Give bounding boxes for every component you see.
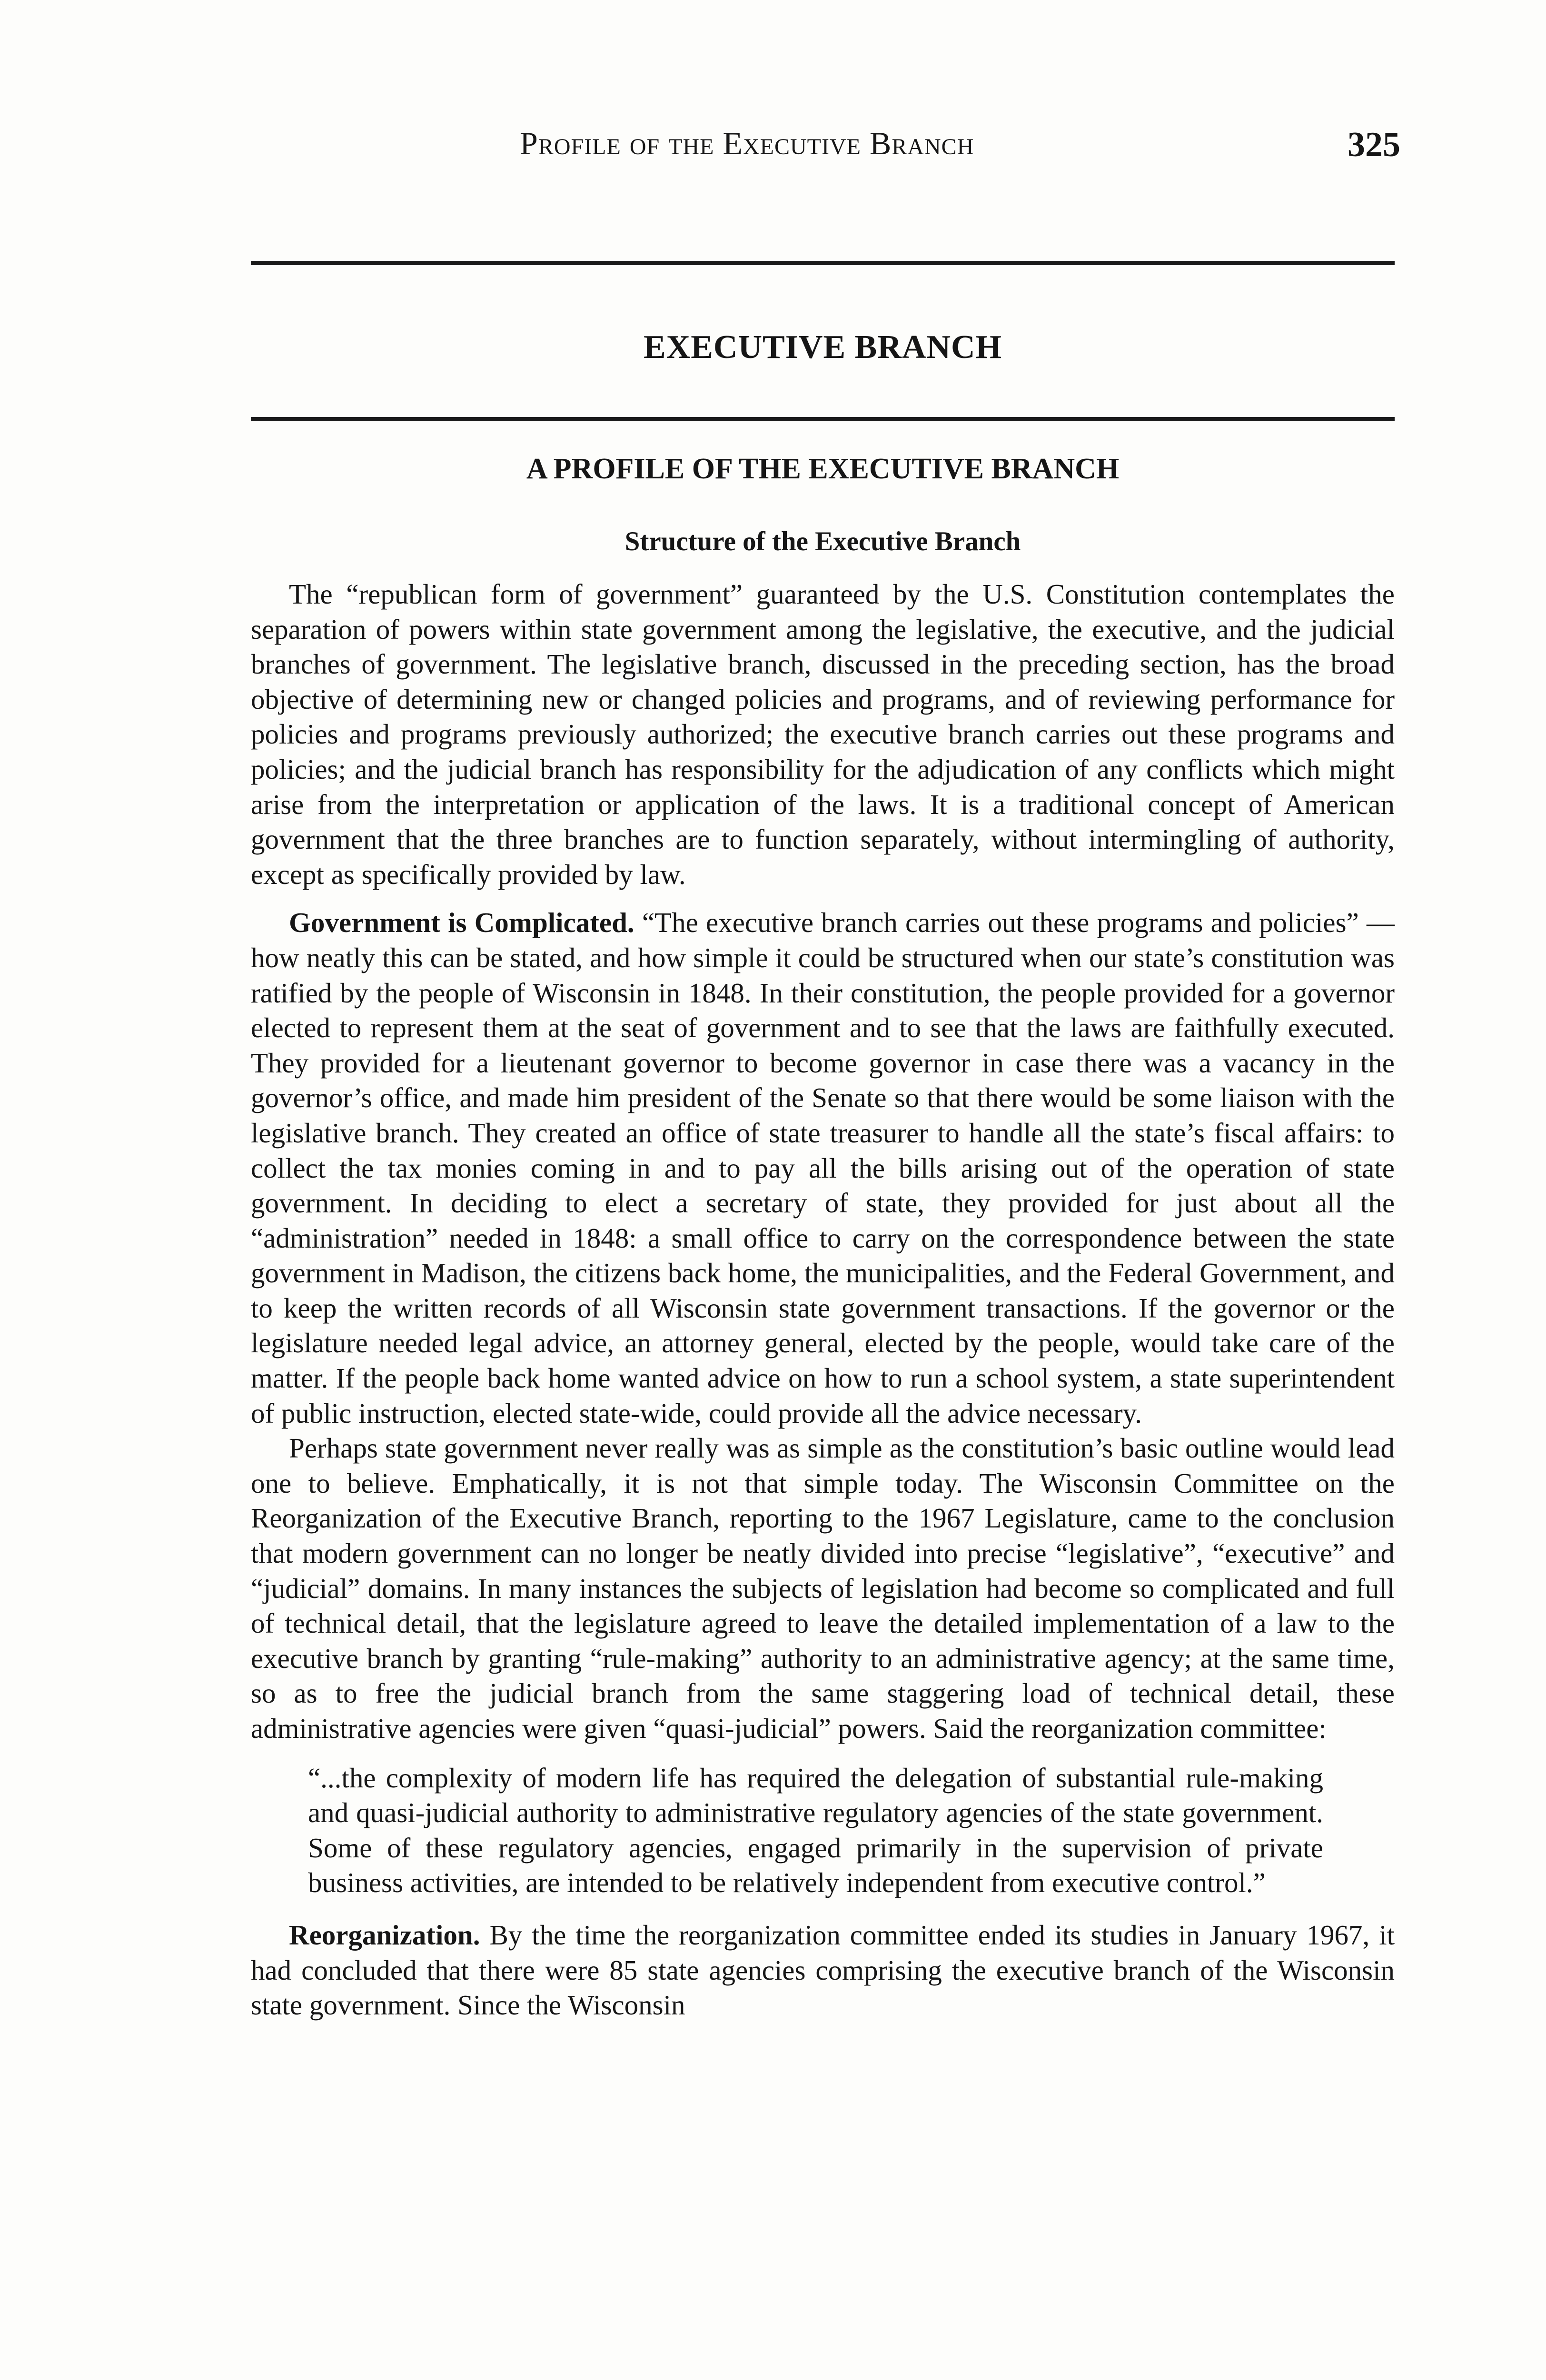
page-number: 325 [1348,125,1400,164]
paragraph-reorganization [251,1918,1395,2023]
running-head: Profile of the Executive Branch [520,125,974,161]
top-rule [251,261,1395,265]
paragraph-perhaps [251,1431,1395,1746]
paragraph-text: Perhaps state government never really was as simple as the constitution’s basic outline would lead one to believe. Emphatically, it is not that simple today. The Wisconsin Committee on the Reorganization of the Executive Branch, reporting to the 1967 Legislature, came to the conclusion that modern government can no longer be neatly divided into precise “legislative”, “executive” and “judicial” domains. In many instances the subjects of legislation had become so complicated and full of technical detail, that the legislature agreed to leave the detailed implementation of a law to the executive branch by granting “rule-making” authority to an administrative agency; at the same time, so as to free the judicial branch from the same staggering load of technical detail, these administrative agencies were given “quasi-judicial” powers. Said the reorganization committee: [251,1432,1395,1744]
section-rule [251,417,1395,421]
paragraph-text: By the time the reorganization committee ended its studies in January 1967, it had concluded that there were 85 state agencies comprising the executive branch of the Wisconsin state government. Since the Wisconsin [251,1919,1395,2021]
body-text [251,577,1395,2023]
section-title: EXECUTIVE BRANCH [643,329,1002,366]
subsection-title: Structure of the Executive Branch [624,526,1021,556]
paragraph-text: The “republican form of government” guaranteed by the U.S. Constitution contemplates the separation of powers within state government among the legislative, the executive, and the judicial branches of government. The legislative branch, discussed in the preceding section, has the broad objective of determining new or changed policies and programs, and of reviewing performance for policies and programs previously authorized; the executive branch carries out these programs and policies; and the judicial branch has responsibility for the adjudication of any conflicts which might arise from the interpretation or application of the laws. It is a traditional concept of American government that the three branches are to function separately, without intermingling of authority, except as specifically provided by law. [251,578,1395,890]
page-header [520,125,1400,172]
paragraph-lead-in: Government is Complicated. [289,907,634,939]
article-title: A PROFILE OF THE EXECUTIVE BRANCH [526,453,1120,485]
committee-quote: “...the complexity of modern life has required the delegation of substantial rule-making and quasi-judicial authority to administrative regulatory agencies of the state government. Some of these regulatory agencies, engaged primarily in the supervision of private business activities, are intended to be relatively independent from executive control.” [308,1762,1323,1899]
paragraph-lead-in: Reorganization. [289,1919,480,1951]
paragraph-text: “The executive branch carries out these programs and policies” — how neatly this can be stated, and how simple it could be structured when our state’s constitution was ratified by the people of Wisconsin in 1848. In their constitution, the people provided for a governor elected to represent them at the seat of government and to see that the laws are faithfully executed. They provided for a lieutenant governor to become governor in case there was a vacancy in the governor’s office, and made him president of the Senate so that there would be some liaison with the legislative branch. They created an office of state treasurer to handle all the state’s fiscal affairs: to collect the tax monies coming in and to pay all the bills arising out of the operation of state government. In deciding to elect a secretary of state, they provided for just about all the “administration” needed in 1848: a small office to carry on the correspondence between the state government in Madison, the citizens back home, the municipalities, and the Federal Government, and to keep the written records of all Wisconsin state government transactions. If the governor or the legislature needed legal advice, an attorney general, elected by the people, would take care of the matter. If the people back home wanted advice on how to run a school system, a state superintendent of public instruction, elected state-wide, could provide all the advice necessary. [251,907,1395,1429]
paragraph-government-complicated [251,905,1395,1431]
paragraph-structure [251,577,1395,892]
